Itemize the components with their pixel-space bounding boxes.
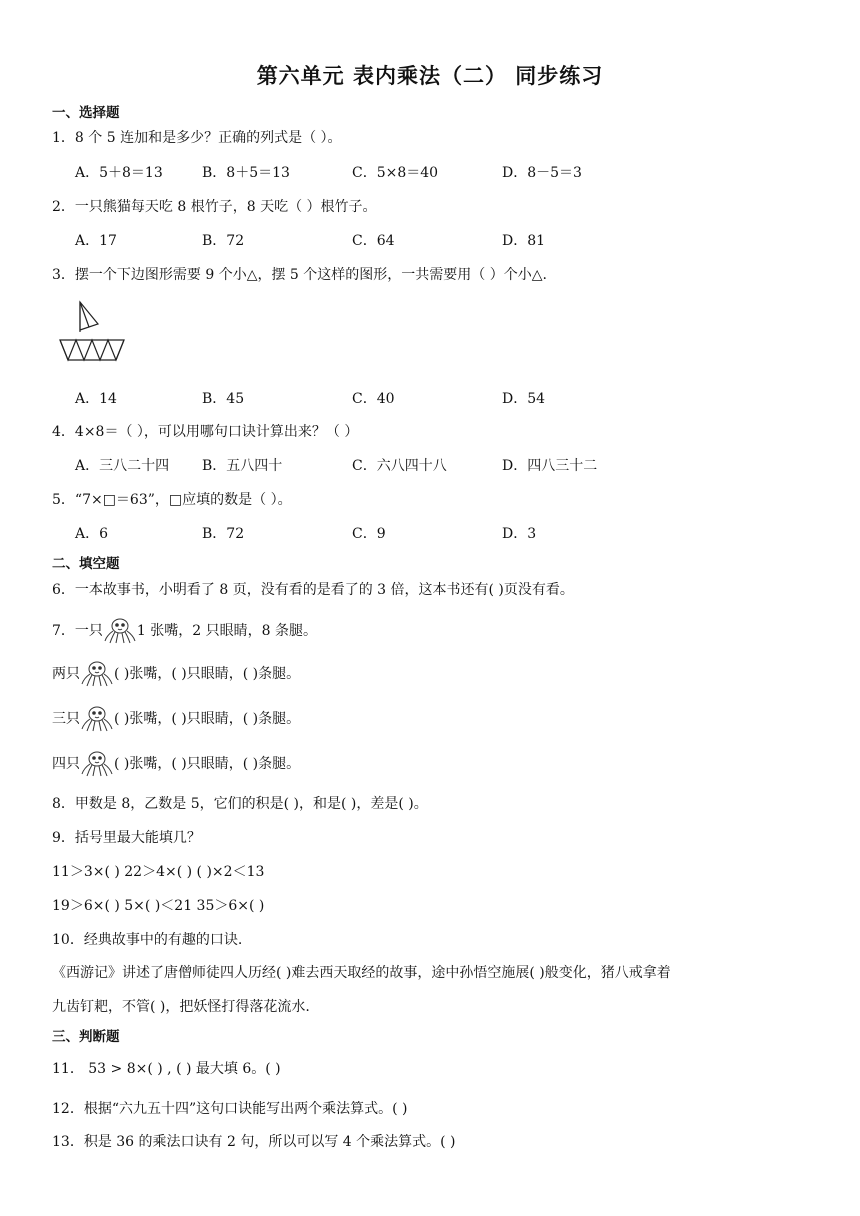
q9-line-1: 11＞3×( ) 22＞4×( ) ( )×2＜13 — [52, 864, 265, 880]
section-heading-fill: 二、填空题 — [52, 556, 120, 572]
octopus-icon — [103, 617, 137, 645]
q10-line-2: 九齿钉耙，不管( )，把妖怪打得落花流水. — [52, 999, 310, 1015]
question-13: 13．积是 36 的乘法口诀有 2 句，所以可以写 4 个乘法算式。( ) — [52, 1134, 456, 1150]
section-heading-judge: 三、判断题 — [52, 1029, 120, 1045]
q7-row-two-blanks: ( )张嘴，( )只眼睛，( )条腿。 — [114, 666, 301, 682]
question-3-stem: 3．摆一个下边图形需要 9 个小△，摆 5 个这样的图形，一共需要用（ ）个小△. — [52, 267, 547, 283]
question-5-stem: 5．“7×□＝63”，□应填的数是（ ）。 — [52, 492, 292, 508]
q1-option-c: C．5×8＝40 — [352, 165, 439, 181]
question-11: 11． 53 > 8×( ) , ( ) 最大填 6。( ) — [52, 1061, 281, 1077]
octopus-icon — [80, 750, 114, 778]
question-10-stem: 10．经典故事中的有趣的口诀. — [52, 932, 243, 948]
q5-option-d: D．3 — [502, 526, 537, 542]
q5-option-c: C．9 — [352, 526, 386, 542]
q4-option-d: D．四八三十二 — [502, 458, 598, 474]
octopus-icon — [80, 705, 114, 733]
q4-option-c: C．六八四十八 — [352, 458, 447, 474]
q5-option-a: A．6 — [75, 526, 109, 542]
q1-option-a: A．5＋8＝13 — [75, 165, 163, 181]
q1-option-b: B．8＋5＝13 — [202, 165, 290, 181]
q9-line-2: 19＞6×( ) 5×( )＜21 35＞6×( ) — [52, 898, 265, 914]
q7-row-four-label: 四只 — [52, 756, 80, 772]
q3-option-b: B．45 — [202, 391, 245, 407]
q7-head-post: 1 张嘴，2 只眼睛，8 条腿。 — [136, 623, 317, 639]
q7-head-pre: 7．一只 — [52, 623, 103, 639]
question-2-stem: 2．一只熊猫每天吃 8 根竹子，8 天吃（ ）根竹子。 — [52, 199, 377, 215]
q2-option-b: B．72 — [202, 233, 245, 249]
q3-option-d: D．54 — [502, 391, 546, 407]
q2-option-d: D．81 — [502, 233, 546, 249]
question-6: 6．一本故事书，小明看了 8 页，没有看的是看了的 3 倍，这本书还有( )页没有看。 — [52, 582, 574, 598]
question-1-stem: 1．8 个 5 连加和是多少？正确的列式是（ ）。 — [52, 130, 342, 146]
q7-row-three-blanks: ( )张嘴，( )只眼睛，( )条腿。 — [114, 711, 301, 727]
boat-of-triangles-figure — [58, 300, 128, 364]
q7-row-four-blanks: ( )张嘴，( )只眼睛，( )条腿。 — [114, 756, 301, 772]
q3-option-a: A．14 — [75, 391, 117, 407]
q4-option-a: A．三八二十四 — [75, 458, 170, 474]
section-heading-choice: 一、选择题 — [52, 105, 120, 121]
question-8: 8．甲数是 8，乙数是 5，它们的积是( )，和是( )，差是( )。 — [52, 796, 428, 812]
q1-option-d: D．8－5＝3 — [502, 165, 582, 181]
question-7-head — [52, 617, 317, 645]
q3-option-c: C．40 — [352, 391, 395, 407]
question-12: 12．根据“六九五十四”这句口诀能写出两个乘法算式。( ) — [52, 1101, 408, 1117]
q7-row-three-label: 三只 — [52, 711, 80, 727]
question-9-stem: 9．括号里最大能填几？ — [52, 830, 201, 846]
q2-option-a: A．17 — [75, 233, 117, 249]
page-title: 第六单元 表内乘法（二） 同步练习 — [256, 64, 604, 88]
q10-line-1: 《西游记》讲述了唐僧师徒四人历经( )难去西天取经的故事，途中孙悟空施展( )般变化，猪八戒拿着 — [52, 965, 671, 981]
q4-option-b: B．五八四十 — [202, 458, 283, 474]
q2-option-c: C．64 — [352, 233, 395, 249]
question-4-stem: 4．4×8＝（ ），可以用哪句口诀计算出来？（ ） — [52, 424, 359, 440]
q7-row-three — [52, 705, 300, 733]
q7-row-two-label: 两只 — [52, 666, 80, 682]
q5-option-b: B．72 — [202, 526, 245, 542]
octopus-icon — [80, 660, 114, 688]
q7-row-two — [52, 660, 300, 688]
q7-row-four — [52, 750, 300, 778]
